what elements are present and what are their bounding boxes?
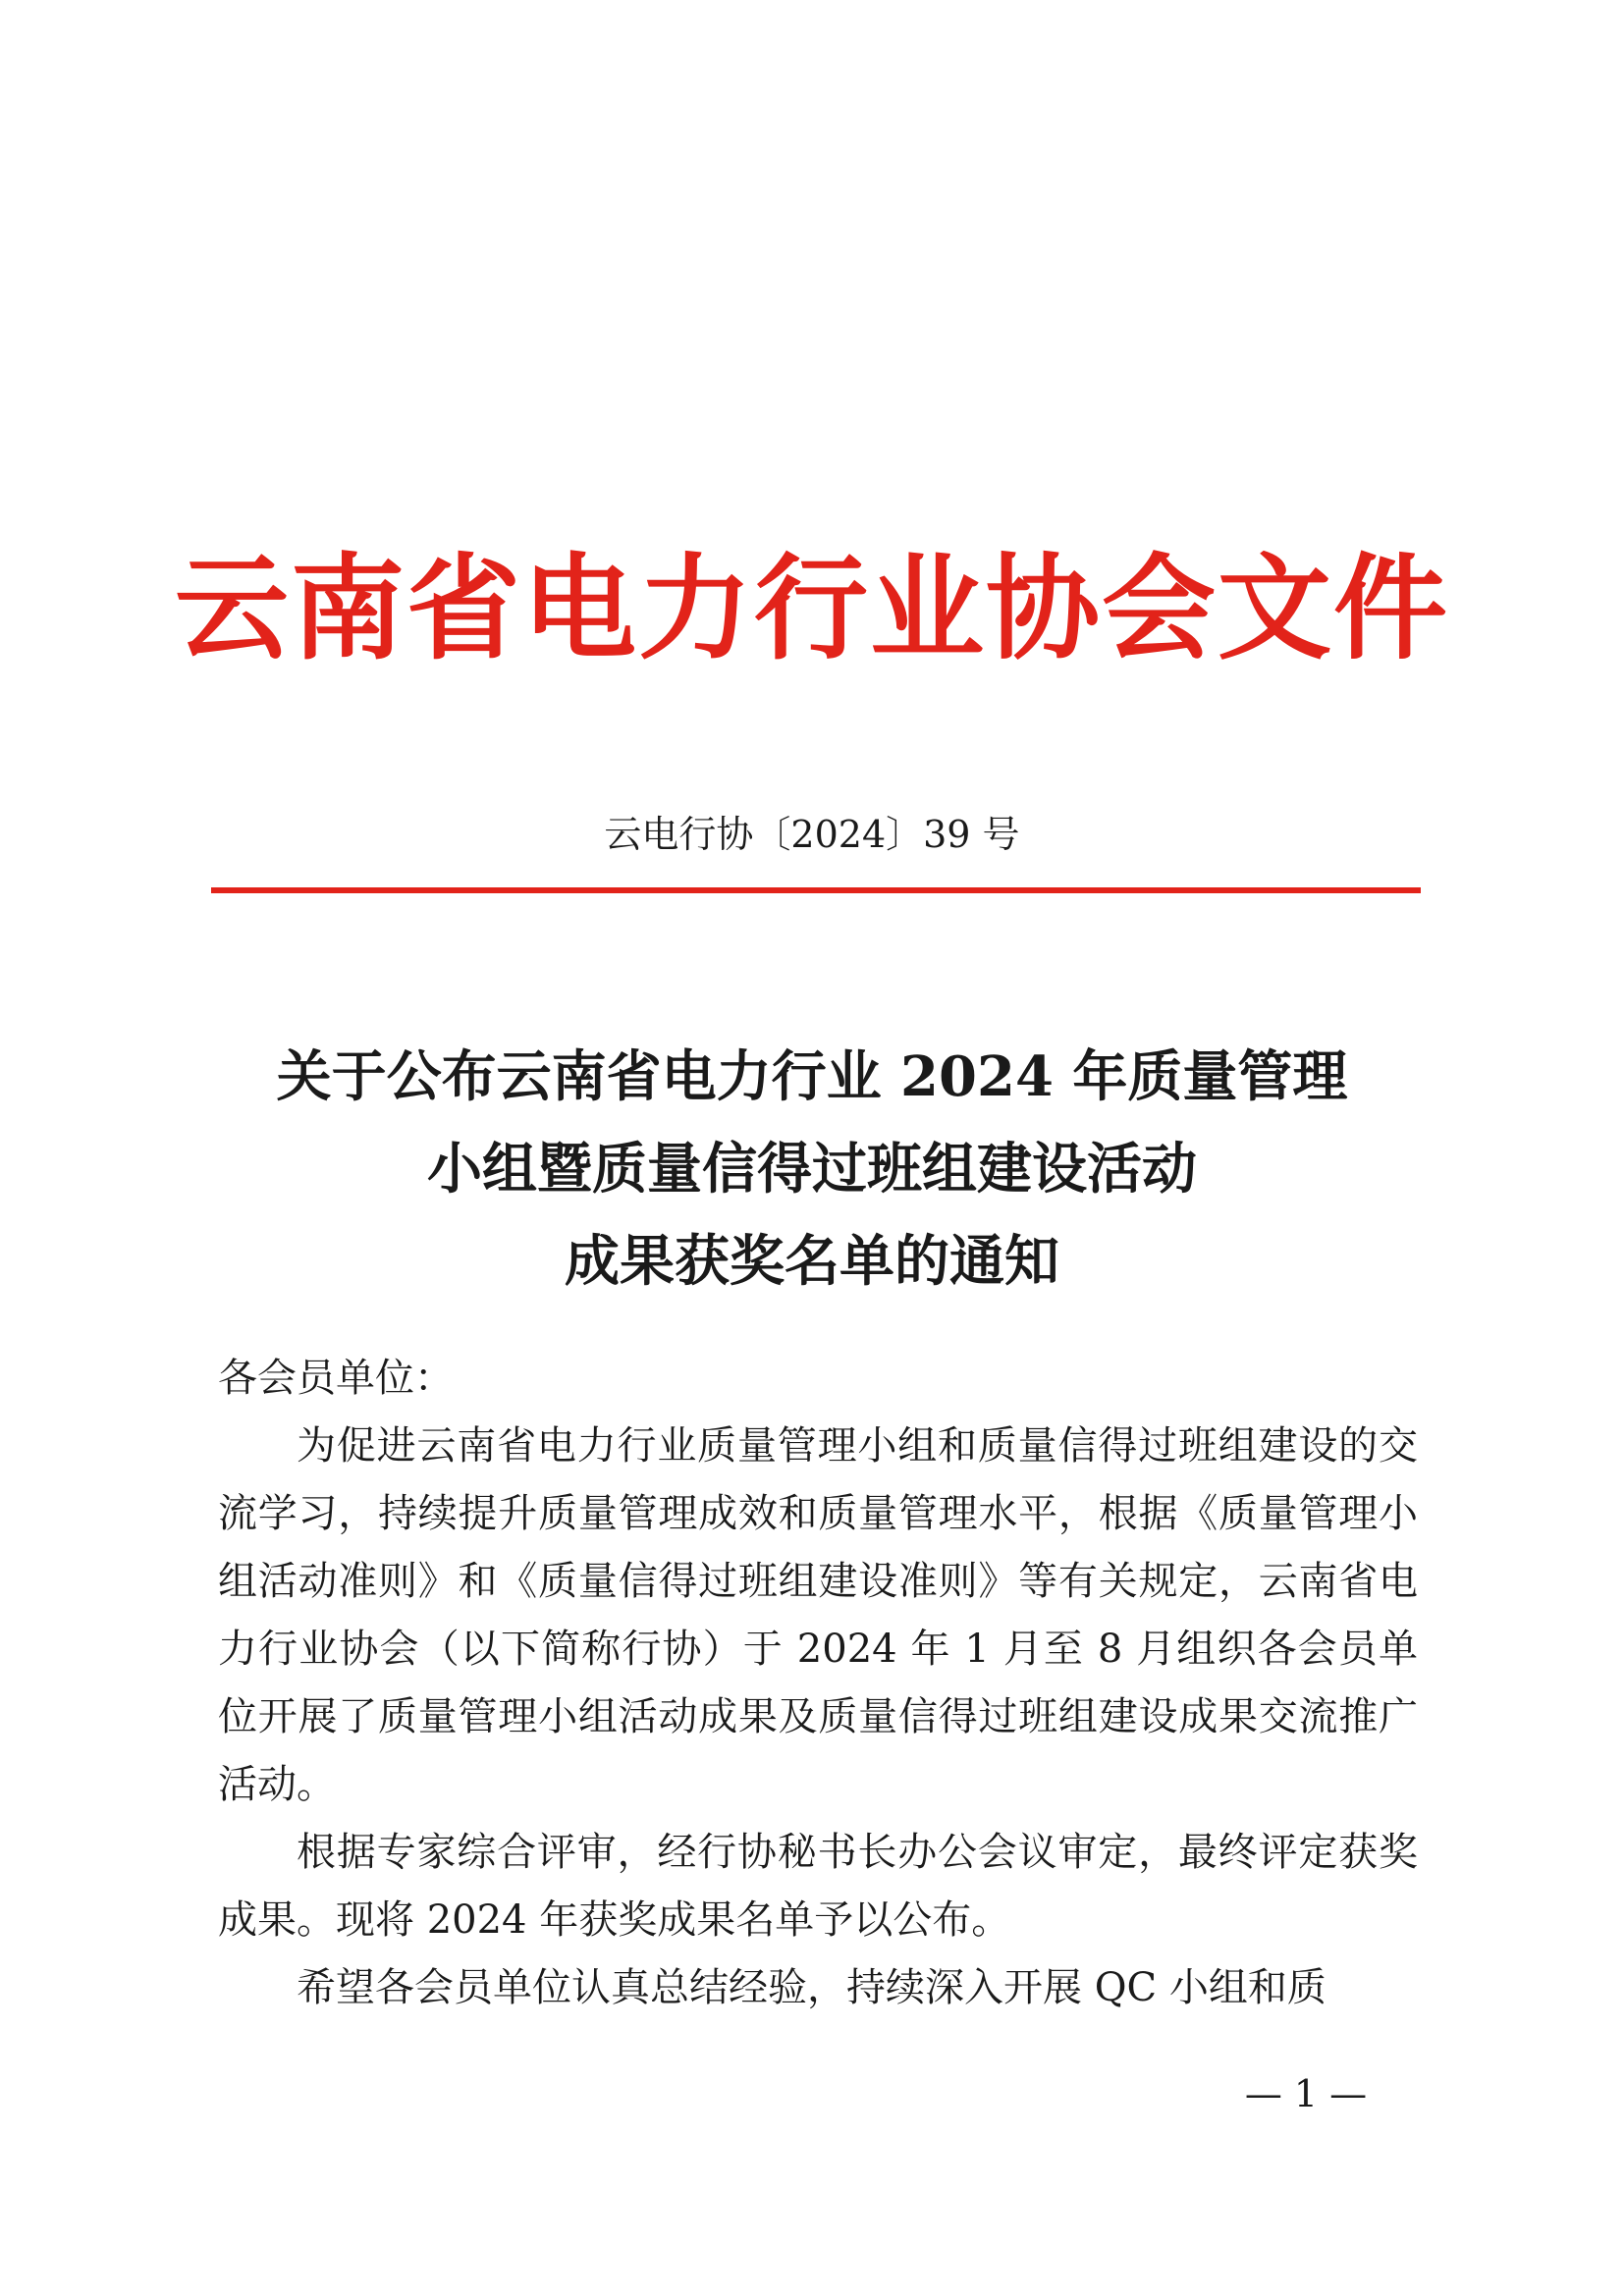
document-number: 云电行协〔2024〕39 号	[604, 813, 1020, 856]
body-paragraph-3: 希望各会员单位认真总结经验，持续深入开展 QC 小组和质	[297, 1965, 1326, 2010]
notice-body	[218, 1345, 1418, 2022]
masthead-title: 云南省电力行业协会文件	[175, 542, 1449, 675]
notice-title-line-2: 小组暨质量信得过班组建设活动	[427, 1137, 1197, 1201]
page-number: — 1 —	[1244, 2072, 1368, 2115]
salutation: 各会员单位：	[218, 1356, 454, 1401]
red-divider-line	[211, 887, 1421, 893]
notice-title-line-3: 成果获奖名单的通知	[565, 1229, 1059, 1294]
notice-title-line-1: 关于公布云南省电力行业 2024 年质量管理	[276, 1044, 1348, 1109]
notice-title	[0, 1031, 1624, 1308]
body-paragraph-1: 为促进云南省电力行业质量管理小组和质量信得过班组建设的交流学习，持续提升质量管理成效和质量管理水平，根据《质量管理小组活动准则》和《质量信得过班组建设准则》等有关规定，云南省电力行业协会（以下简称行协）于 2024 年 1 月至 8 月组织各会员单位开展了质量管理小组活动成果及质量信得过班组建设成果交流推广活动。	[218, 1423, 1418, 1807]
body-paragraph-2: 根据专家综合评审，经行协秘书长办公会议审定，最终评定获奖成果。现将 2024 年获奖成果名单予以公布。	[218, 1830, 1418, 1943]
